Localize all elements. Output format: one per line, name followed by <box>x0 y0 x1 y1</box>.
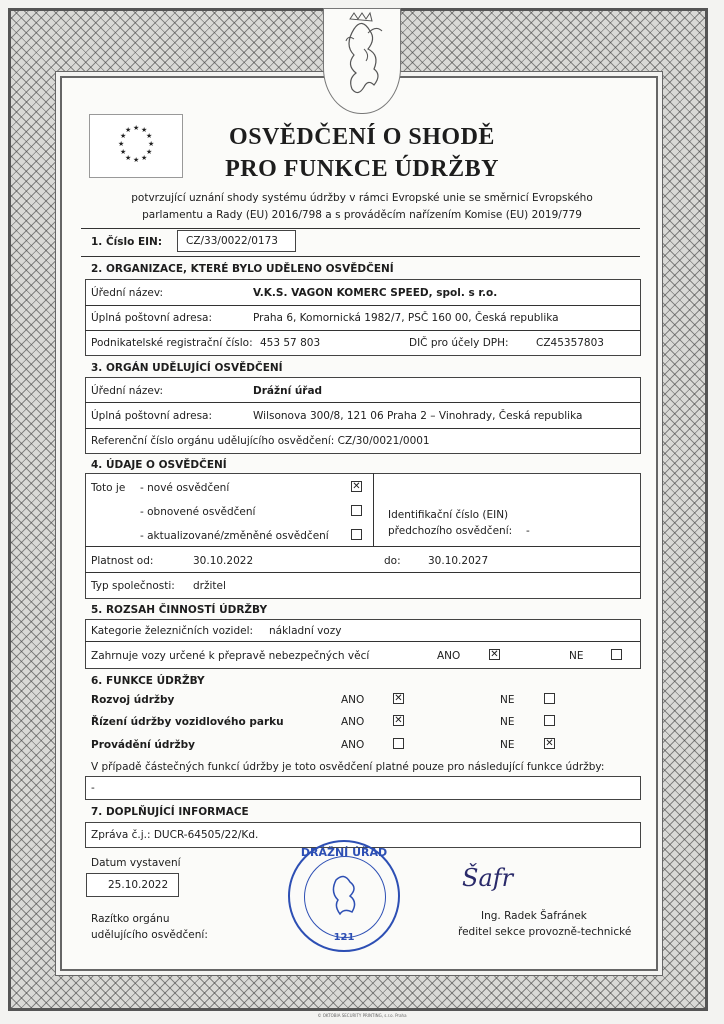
report-number: Zpráva č.j.: DUCR-64505/22/Kd. <box>91 829 259 841</box>
section-5-heading: 5. ROZSAH ČINNOSTÍ ÚDRŽBY <box>91 604 268 616</box>
org-address-label: Úplná poštovní adresa: <box>91 312 213 324</box>
official-stamp <box>288 840 400 952</box>
valid-to-value: 30.10.2027 <box>428 555 489 567</box>
svg-text:★: ★ <box>141 154 148 162</box>
vehicle-category-value: nákladní vozy <box>269 625 342 637</box>
org-vat-label: DIČ pro účely DPH: <box>409 337 509 349</box>
company-type-label: Typ společnosti: <box>91 580 175 592</box>
authority-name-value: Drážní úřad <box>253 385 323 397</box>
stamp-text: DRÁŽNÍ ÚŘAD <box>300 846 388 859</box>
function-no-checkbox[interactable] <box>544 693 555 704</box>
divider <box>85 305 640 306</box>
function-yes-label: ANO <box>341 739 365 751</box>
function-no-label: NE <box>500 739 515 751</box>
svg-text:★: ★ <box>146 148 153 156</box>
divider <box>85 641 640 642</box>
option-new-label: - nové osvědčení <box>140 482 230 494</box>
section-6-heading: 6. FUNKCE ÚDRŽBY <box>91 675 205 687</box>
org-name-label: Úřední název: <box>91 287 164 299</box>
partial-functions-text: V případě částečných funkcí údržby je toto osvědčení platné pouze pro následující funkce údržby: <box>91 761 605 773</box>
section-3-heading: 3. ORGÁN UDĚLUJÍCÍ OSVĚDČENÍ <box>91 362 283 374</box>
option-new-checkbox[interactable]: ✕ <box>352 481 361 492</box>
divider <box>85 428 640 429</box>
signer-name: Ing. Radek Šafránek <box>481 910 587 922</box>
svg-text:★: ★ <box>141 126 148 134</box>
signer-title: ředitel sekce provozně-technické <box>458 926 632 938</box>
previous-ein-label-1: Identifikační číslo (EIN) <box>388 509 509 521</box>
function-label: Rozvoj údržby <box>91 694 175 706</box>
org-address-value: Praha 6, Komornická 1982/7, PSČ 160 00, Česká republika <box>253 312 559 324</box>
subtitle-line-1: potvrzující uznání shody systému údržby v rámci Evropské unie se směrnicí Evropského <box>131 192 593 204</box>
svg-text:★: ★ <box>133 156 140 164</box>
function-no-label: NE <box>500 716 515 728</box>
valid-to-label: do: <box>384 555 401 567</box>
section-7-heading: 7. DOPLŇUJÍCÍ INFORMACE <box>91 806 249 818</box>
dangerous-goods-label: Zahrnuje vozy určené k přepravě nebezpečných věcí <box>91 650 370 662</box>
function-no-checkbox[interactable] <box>544 715 555 726</box>
authority-name-label: Úřední název: <box>91 385 164 397</box>
authority-address-label: Úplná poštovní adresa: <box>91 410 213 422</box>
svg-text:★: ★ <box>125 154 132 162</box>
option-renewed-label: - obnovené osvědčení <box>140 506 256 518</box>
issue-date-value: 25.10.2022 <box>108 879 169 891</box>
function-label: Řízení údržby vozidlového parku <box>91 716 284 728</box>
divider <box>85 546 640 547</box>
previous-ein-value: - <box>526 525 530 537</box>
option-updated-checkbox[interactable] <box>351 529 362 540</box>
option-updated-label: - aktualizované/změněné osvědčení <box>140 530 329 542</box>
toto-je-label: Toto je <box>91 482 126 494</box>
org-reg-value: 453 57 803 <box>260 337 321 349</box>
section-4-heading: 4. ÚDAJE O OSVĚDČENÍ <box>91 459 227 471</box>
svg-text:★: ★ <box>118 140 125 148</box>
divider <box>81 256 640 257</box>
authority-reference: Referenční číslo orgánu udělujícího osvědčení: CZ/30/0021/0001 <box>91 435 430 447</box>
partial-functions-value: - <box>91 782 95 794</box>
section-2-heading: 2. ORGANIZACE, KTERÉ BYLO UDĚLENO OSVĚDČENÍ <box>91 263 394 275</box>
dangerous-yes-checkbox[interactable]: ✕ <box>490 649 499 660</box>
dangerous-no-checkbox[interactable] <box>611 649 622 660</box>
company-type-value: držitel <box>193 580 226 592</box>
valid-from-value: 30.10.2022 <box>193 555 254 567</box>
org-vat-value: CZ45357803 <box>536 337 604 349</box>
function-yes-checkbox[interactable] <box>393 738 404 749</box>
function-yes-checkbox[interactable]: ✕ <box>394 715 403 726</box>
org-name-value: V.K.S. VAGON KOMERC SPEED, spol. s r.o. <box>253 287 498 299</box>
function-no-label: NE <box>500 694 515 706</box>
svg-text:★: ★ <box>120 132 127 140</box>
divider <box>85 572 640 573</box>
svg-text:★: ★ <box>120 148 127 156</box>
stamp-number: 121 <box>333 932 355 943</box>
valid-from-label: Platnost od: <box>91 555 154 567</box>
stamp-label-2: udělujícího osvědčení: <box>91 929 208 941</box>
issue-date-label: Datum vystavení <box>91 857 181 869</box>
divider <box>85 402 640 403</box>
ein-value: CZ/33/0022/0173 <box>186 235 278 247</box>
title-line-1: OSVĚDČENÍ O SHODĚ <box>229 124 495 150</box>
dangerous-yes-label: ANO <box>437 650 461 662</box>
microprint: © OKTOBIA SECURITY PRINTING, s.r.o. Praha <box>317 1013 407 1018</box>
previous-ein-label-2: předchozího osvědčení: <box>388 525 513 537</box>
divider <box>81 228 640 229</box>
title-line-2: PRO FUNKCE ÚDRŽBY <box>225 156 499 182</box>
czech-lion-crest-icon <box>323 8 401 114</box>
stamp-label-1: Razítko orgánu <box>91 913 170 925</box>
authority-address-value: Wilsonova 300/8, 121 06 Praha 2 – Vinohrady, Česká republika <box>253 410 583 422</box>
subtitle-line-2: parlamentu a Rady (EU) 2016/798 a s prováděcím nařízením Komise (EU) 2019/779 <box>142 209 582 221</box>
partial-functions-box <box>85 776 641 800</box>
svg-text:★: ★ <box>125 126 132 134</box>
function-yes-label: ANO <box>341 716 365 728</box>
org-reg-label: Podnikatelské registrační číslo: <box>91 337 253 349</box>
ein-label: 1. Číslo EIN: <box>91 236 163 248</box>
function-no-checkbox[interactable]: ✕ <box>545 738 554 749</box>
vehicle-category-label: Kategorie železničních vozidel: <box>91 625 254 637</box>
function-yes-checkbox[interactable]: ✕ <box>394 693 403 704</box>
option-renewed-checkbox[interactable] <box>351 505 362 516</box>
svg-text:★: ★ <box>146 132 153 140</box>
svg-text:★: ★ <box>148 140 155 148</box>
function-label: Provádění údržby <box>91 739 196 751</box>
signature: Šafr <box>462 864 514 892</box>
dangerous-no-label: NE <box>569 650 584 662</box>
divider <box>85 330 640 331</box>
svg-text:★: ★ <box>133 124 140 132</box>
function-yes-label: ANO <box>341 694 365 706</box>
divider <box>373 473 374 546</box>
